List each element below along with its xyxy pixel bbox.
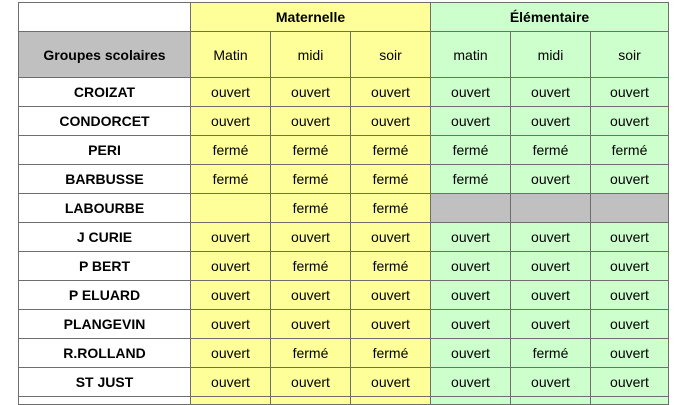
partial-cell (271, 397, 351, 405)
corner-blank-cell (19, 3, 191, 32)
table-row (19, 223, 669, 252)
table-row (19, 252, 669, 281)
maternelle-matin-cell: ouvert (191, 78, 271, 107)
subheader-maternelle-soir: soir (351, 32, 431, 78)
elementaire-midi-cell: ouvert (511, 223, 591, 252)
elementaire-midi-cell: ouvert (511, 165, 591, 194)
maternelle-midi-cell: ouvert (271, 368, 351, 397)
elementaire-soir-cell: ouvert (591, 281, 669, 310)
elementaire-matin-cell: ouvert (431, 223, 511, 252)
elementaire-soir-cell: ouvert (591, 339, 669, 368)
subheader-maternelle-matin: Matin (191, 32, 271, 78)
maternelle-midi-cell: ouvert (271, 78, 351, 107)
table-row (19, 194, 669, 223)
school-name: BARBUSSE (19, 165, 191, 194)
elementaire-matin-cell: ouvert (431, 252, 511, 281)
column-header-row (19, 32, 669, 78)
group-header-row (19, 3, 669, 32)
maternelle-matin-cell: ouvert (191, 310, 271, 339)
partial-cell (191, 397, 271, 405)
elementaire-midi-cell: ouvert (511, 368, 591, 397)
school-schedule-table (18, 2, 669, 405)
maternelle-soir-cell: ouvert (351, 223, 431, 252)
maternelle-soir-cell: ouvert (351, 368, 431, 397)
maternelle-midi-cell: ouvert (271, 223, 351, 252)
maternelle-matin-cell: ouvert (191, 107, 271, 136)
maternelle-matin-cell: fermé (191, 136, 271, 165)
table-row (19, 107, 669, 136)
table-body (19, 3, 669, 405)
maternelle-matin-cell: fermé (191, 165, 271, 194)
table-row (19, 281, 669, 310)
school-name: CONDORCET (19, 107, 191, 136)
maternelle-soir-cell: fermé (351, 165, 431, 194)
header-groupes-scolaires: Groupes scolaires (19, 32, 191, 78)
elementaire-midi-cell (511, 194, 591, 223)
table-row (19, 165, 669, 194)
school-name: J CURIE (19, 223, 191, 252)
school-name: R.ROLLAND (19, 339, 191, 368)
elementaire-soir-cell: ouvert (591, 368, 669, 397)
maternelle-soir-cell: ouvert (351, 78, 431, 107)
maternelle-soir-cell: fermé (351, 252, 431, 281)
maternelle-matin-cell: ouvert (191, 339, 271, 368)
elementaire-soir-cell: ouvert (591, 165, 669, 194)
elementaire-midi-cell: ouvert (511, 107, 591, 136)
maternelle-matin-cell: ouvert (191, 252, 271, 281)
elementaire-midi-cell: fermé (511, 136, 591, 165)
maternelle-matin-cell: ouvert (191, 223, 271, 252)
elementaire-matin-cell: fermé (431, 136, 511, 165)
subheader-elementaire-matin: matin (431, 32, 511, 78)
table-row (19, 368, 669, 397)
subheader-elementaire-midi: midi (511, 32, 591, 78)
table-row (19, 78, 669, 107)
elementaire-soir-cell: fermé (591, 136, 669, 165)
school-name: CROIZAT (19, 78, 191, 107)
maternelle-midi-cell: fermé (271, 136, 351, 165)
maternelle-midi-cell: fermé (271, 252, 351, 281)
partial-name-cell (19, 397, 191, 405)
subheader-maternelle-midi: midi (271, 32, 351, 78)
elementaire-matin-cell: ouvert (431, 339, 511, 368)
maternelle-midi-cell: fermé (271, 339, 351, 368)
maternelle-midi-cell: fermé (271, 165, 351, 194)
maternelle-soir-cell: ouvert (351, 281, 431, 310)
elementaire-soir-cell: ouvert (591, 107, 669, 136)
elementaire-soir-cell: ouvert (591, 223, 669, 252)
school-name: LABOURBE (19, 194, 191, 223)
maternelle-matin-cell (191, 194, 271, 223)
school-name: P ELUARD (19, 281, 191, 310)
school-name: ST JUST (19, 368, 191, 397)
elementaire-matin-cell: ouvert (431, 107, 511, 136)
school-name: PERI (19, 136, 191, 165)
school-name: PLANGEVIN (19, 310, 191, 339)
elementaire-matin-cell: ouvert (431, 368, 511, 397)
partial-cell (591, 397, 669, 405)
elementaire-midi-cell: ouvert (511, 281, 591, 310)
elementaire-midi-cell: ouvert (511, 310, 591, 339)
maternelle-matin-cell: ouvert (191, 368, 271, 397)
table-row (19, 339, 669, 368)
maternelle-soir-cell: fermé (351, 136, 431, 165)
maternelle-midi-cell: fermé (271, 194, 351, 223)
elementaire-matin-cell: ouvert (431, 310, 511, 339)
maternelle-soir-cell: ouvert (351, 310, 431, 339)
elementaire-matin-cell (431, 194, 511, 223)
group-header-maternelle: Maternelle (191, 3, 431, 32)
partial-cell (351, 397, 431, 405)
elementaire-soir-cell: ouvert (591, 310, 669, 339)
maternelle-matin-cell: ouvert (191, 281, 271, 310)
maternelle-midi-cell: ouvert (271, 281, 351, 310)
maternelle-midi-cell: ouvert (271, 107, 351, 136)
table-row (19, 136, 669, 165)
elementaire-matin-cell: fermé (431, 165, 511, 194)
partial-row (19, 397, 669, 405)
partial-cell (511, 397, 591, 405)
elementaire-matin-cell: ouvert (431, 78, 511, 107)
elementaire-midi-cell: fermé (511, 339, 591, 368)
elementaire-soir-cell: ouvert (591, 252, 669, 281)
elementaire-soir-cell: ouvert (591, 78, 669, 107)
elementaire-matin-cell: ouvert (431, 281, 511, 310)
elementaire-midi-cell: ouvert (511, 78, 591, 107)
maternelle-midi-cell: ouvert (271, 310, 351, 339)
maternelle-soir-cell: fermé (351, 194, 431, 223)
elementaire-soir-cell (591, 194, 669, 223)
group-header-elementaire: Élémentaire (431, 3, 669, 32)
maternelle-soir-cell: ouvert (351, 107, 431, 136)
maternelle-soir-cell: fermé (351, 339, 431, 368)
elementaire-midi-cell: ouvert (511, 252, 591, 281)
table-row (19, 310, 669, 339)
school-name: P BERT (19, 252, 191, 281)
subheader-elementaire-soir: soir (591, 32, 669, 78)
partial-cell (431, 397, 511, 405)
